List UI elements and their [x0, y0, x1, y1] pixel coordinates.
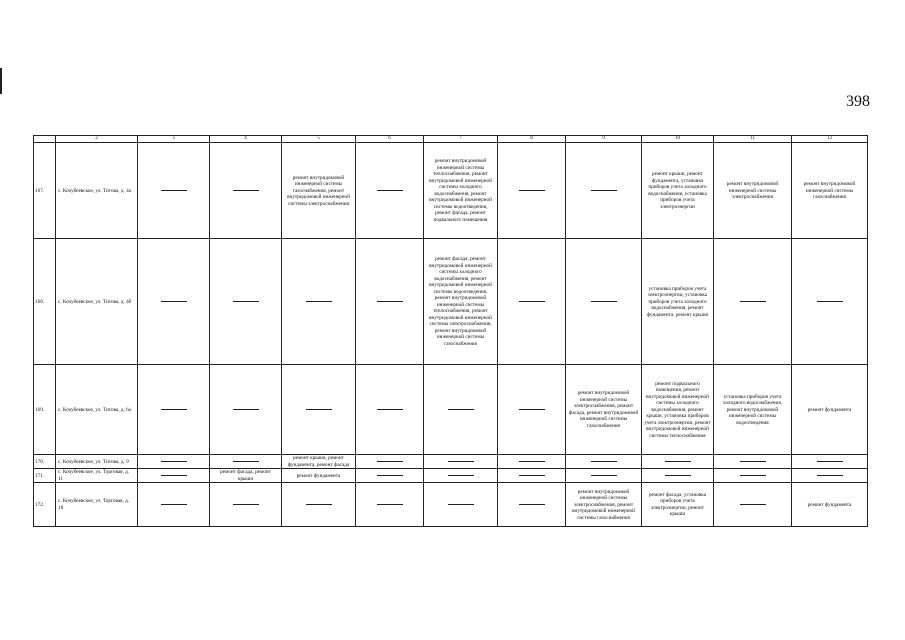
work-cell-11: [714, 483, 792, 527]
address-cell: с. Кочубеевское, ул. Торговая, д. 11: [56, 469, 138, 483]
work-cell-8: [498, 455, 566, 469]
dash-mark: [519, 475, 545, 476]
dash-mark: [448, 475, 474, 476]
header-cell: 2: [56, 136, 138, 143]
row-number-cell: 171.: [34, 469, 56, 483]
work-cell-5: ремонт крыши, ремонт фундамента, ремонт фасада: [282, 455, 356, 469]
work-cell-6: [356, 365, 424, 455]
row-number-cell: 170.: [34, 455, 56, 469]
header-cell-empty: [34, 136, 56, 143]
dash-mark: [817, 461, 843, 462]
dash-mark: [377, 409, 403, 410]
table-row: [34, 365, 868, 455]
table-row: [34, 239, 868, 365]
work-cell-4: [210, 365, 282, 455]
work-cell-10: ремонт подвального помещения, ремонт внутридомовой инженерной системы холодного водоснабжения, ремонт крыши, установка приборов учета электроэнергии, ремонт внутридомовой инженерной системы теплоснабжения: [642, 365, 714, 455]
work-cell-12: ремонт фундамента: [792, 365, 868, 455]
work-cell-3: [138, 365, 210, 455]
work-cell-6: [356, 469, 424, 483]
work-cell-8: [498, 483, 566, 527]
work-cell-4: [210, 483, 282, 527]
dash-mark: [519, 301, 545, 302]
work-cell-5: [282, 365, 356, 455]
work-cell-7: [424, 455, 498, 469]
dash-mark: [448, 504, 474, 505]
header-cell: 6: [356, 136, 424, 143]
dash-mark: [591, 190, 617, 191]
work-cell-3: [138, 469, 210, 483]
work-cell-8: [498, 469, 566, 483]
dash-mark: [161, 504, 187, 505]
work-cell-7: [424, 469, 498, 483]
dash-mark: [233, 461, 259, 462]
dash-mark: [377, 301, 403, 302]
dash-mark: [161, 190, 187, 191]
dash-mark: [740, 504, 766, 505]
work-cell-11: [714, 455, 792, 469]
dash-mark: [740, 475, 766, 476]
table-row: [34, 469, 868, 483]
work-cell-7: [424, 365, 498, 455]
header-cell: 5: [282, 136, 356, 143]
dash-mark: [161, 301, 187, 302]
dash-mark: [591, 475, 617, 476]
work-cell-6: [356, 143, 424, 239]
work-cell-7: [424, 483, 498, 527]
header-cell: 7: [424, 136, 498, 143]
work-cell-3: [138, 239, 210, 365]
work-cell-4: [210, 455, 282, 469]
work-cell-3: [138, 455, 210, 469]
work-cell-4: [210, 143, 282, 239]
work-cell-5: [282, 239, 356, 365]
dash-mark: [377, 461, 403, 462]
work-cell-6: [356, 239, 424, 365]
work-cell-3: [138, 143, 210, 239]
work-cell-8: [498, 239, 566, 365]
dash-mark: [817, 301, 843, 302]
work-cell-5: ремонт внутридомовой инженерной системы газоснабжения, ремонт внутридомовой инженерной системы электроснабжения: [282, 143, 356, 239]
dash-mark: [233, 409, 259, 410]
dash-mark: [377, 475, 403, 476]
work-cell-12: ремонт фундамента: [792, 483, 868, 527]
work-cell-12: ремонт внутридомовой инженерной системы газоснабжения: [792, 143, 868, 239]
address-cell: с. Кочубеевское, ул. Торговая, д. 18: [56, 483, 138, 527]
work-cell-11: установка приборов учета холодного водоснабжения, ремонт внутридомовой инженерной системы водоотведения: [714, 365, 792, 455]
work-cell-6: [356, 455, 424, 469]
dash-mark: [665, 461, 691, 462]
dash-mark: [448, 461, 474, 462]
table-row: [34, 483, 868, 527]
work-cell-12: [792, 239, 868, 365]
dash-mark: [519, 504, 545, 505]
work-cell-9: [566, 143, 642, 239]
dash-mark: [233, 301, 259, 302]
header-cell: 11: [714, 136, 792, 143]
dash-mark: [161, 409, 187, 410]
dash-mark: [161, 475, 187, 476]
work-cell-9: ремонт внутридомовой инженерной системы электроснабжения, ремонт внутридомовой инженерной системы газоснабжения: [566, 483, 642, 527]
dash-mark: [161, 461, 187, 462]
work-cell-10: [642, 469, 714, 483]
dash-mark: [817, 475, 843, 476]
work-cell-10: ремонт крыши, ремонт фундамента, установка приборов учета холодного водоснабжения, установка приборов учета электроэнергии: [642, 143, 714, 239]
work-cell-12: [792, 469, 868, 483]
header-cell: 4: [210, 136, 282, 143]
dash-mark: [306, 409, 332, 410]
work-cell-10: установка приборов учета электроэнергии, установка приборов учета холодного водоснабжения, ремонт фундамента, ремонт крыши: [642, 239, 714, 365]
work-cell-4: ремонт фасада, ремонт крыши: [210, 469, 282, 483]
header-cell: 12: [792, 136, 868, 143]
repair-schedule-table: [33, 135, 868, 527]
work-cell-9: [566, 469, 642, 483]
work-cell-7: ремонт внутридомовой инженерной системы теплоснабжения, ремонт внутридомовой инженерной системы холодного водоснабжения, ремонт внутридомовой инженерной системы водоотведения, ремонт фасада, ремонт подвального помещения: [424, 143, 498, 239]
dash-mark: [740, 301, 766, 302]
work-cell-3: [138, 483, 210, 527]
work-cell-12: [792, 455, 868, 469]
work-cell-4: [210, 239, 282, 365]
work-cell-8: [498, 365, 566, 455]
row-number-cell: 169.: [34, 365, 56, 455]
work-cell-11: ремонт внутридомовой инженерной системы электроснабжения: [714, 143, 792, 239]
header-cell: 3: [138, 136, 210, 143]
dash-mark: [233, 190, 259, 191]
work-cell-9: [566, 455, 642, 469]
dash-mark: [665, 475, 691, 476]
table-row: [34, 455, 868, 469]
dash-mark: [306, 504, 332, 505]
dash-mark: [519, 190, 545, 191]
header-cell: 8: [498, 136, 566, 143]
dash-mark: [306, 301, 332, 302]
dash-mark: [519, 461, 545, 462]
dash-mark: [591, 461, 617, 462]
dash-mark: [591, 301, 617, 302]
work-cell-6: [356, 483, 424, 527]
row-number-cell: 167.: [34, 143, 56, 239]
dash-mark: [519, 409, 545, 410]
work-cell-5: ремонт фундамента: [282, 469, 356, 483]
binding-edge-mark: [0, 68, 2, 94]
row-number-cell: 168.: [34, 239, 56, 365]
page-number: 398: [846, 93, 870, 110]
address-cell: с. Кочубеевское, ул. Титова, д. 4б: [56, 239, 138, 365]
dash-mark: [740, 461, 766, 462]
table-row: [34, 143, 868, 239]
address-cell: с. Кочубеевское, ул. Титова, д. 4а: [56, 143, 138, 239]
work-cell-11: [714, 469, 792, 483]
work-cell-5: [282, 483, 356, 527]
work-cell-10: ремонт фасада, установка приборов учета электроэнергии, ремонт крыши: [642, 483, 714, 527]
work-cell-11: [714, 239, 792, 365]
work-cell-8: [498, 143, 566, 239]
dash-mark: [377, 504, 403, 505]
work-cell-10: [642, 455, 714, 469]
work-cell-7: ремонт фасада, ремонт внутридомовой инженерной системы холодного водоснабжения, ремонт внутридомовой инженерной системы водоотведения, ремонт внутридомовой инженерной системы теплоснабжения, ремонт внутридомовой инженерной системы электроснабжения, ремонт внутридомовой инженерной системы газоснабжения: [424, 239, 498, 365]
row-number-cell: 172.: [34, 483, 56, 527]
dash-mark: [448, 409, 474, 410]
work-cell-9: [566, 239, 642, 365]
dash-mark: [233, 504, 259, 505]
header-cell: 10: [642, 136, 714, 143]
work-cell-9: ремонт внутридомовой инженерной системы электроснабжения, ремонт фасада, ремонт внутридомовой инженерной системы газоснабжения: [566, 365, 642, 455]
dash-mark: [377, 190, 403, 191]
address-cell: с. Кочубеевское, ул. Титова, д. 9: [56, 455, 138, 469]
address-cell: с. Кочубеевское, ул. Титова, д. 6а: [56, 365, 138, 455]
header-row: [34, 136, 868, 143]
header-cell: 9: [566, 136, 642, 143]
